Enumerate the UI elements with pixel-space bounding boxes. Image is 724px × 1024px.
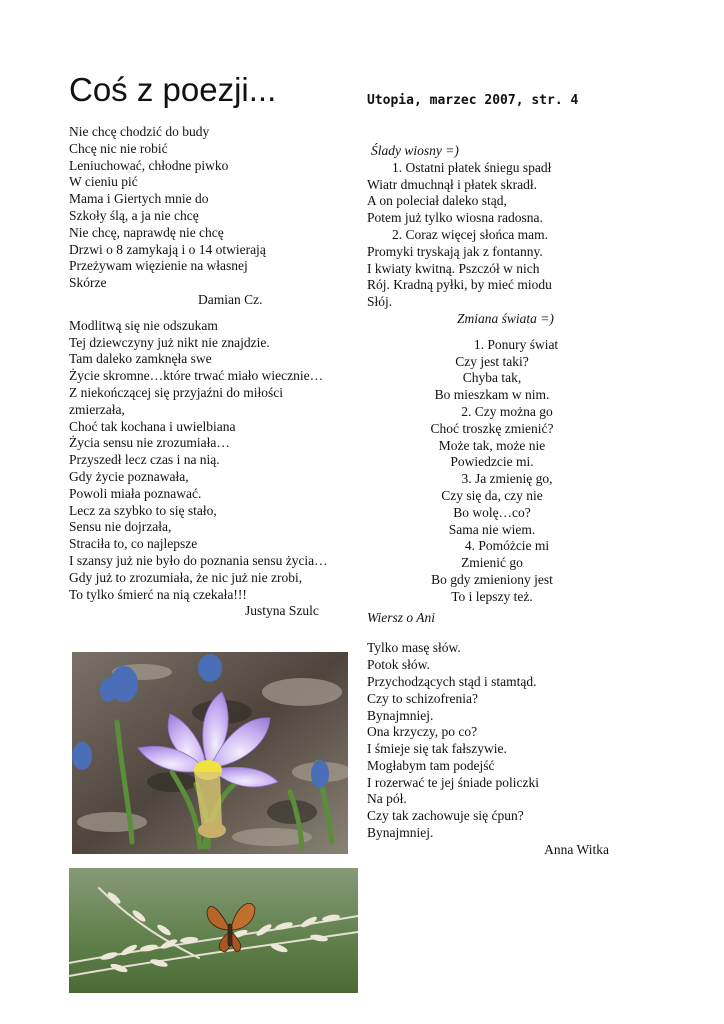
poem-line: Straciła to, co najlepsze	[69, 536, 198, 552]
poem-line: Sensu nie dojrzała,	[69, 519, 172, 535]
issue-header: Utopia, marzec 2007, str. 4	[367, 93, 579, 108]
poem-line: Może tak, może nie	[438, 437, 546, 453]
poem-line: I śmieje się tak fałszywie.	[367, 741, 507, 757]
poem-line: Promyki tryskają jak z fontanny.	[367, 243, 543, 259]
poem-line: Życie skromne…które trwać miało wiecznie…	[69, 368, 324, 384]
poem-line: 2. Czy można go	[461, 403, 553, 419]
poem-line: 1. Ostatni płatek śniegu spadł	[392, 159, 552, 175]
poem-line: Leniuchować, chłodne piwko	[69, 157, 229, 173]
poem-line: Gdy życie poznawała,	[69, 468, 189, 484]
poem-line: Bo mieszkam w nim.	[434, 387, 550, 403]
poem-line: Potem już tylko wiosna radosna.	[367, 210, 543, 226]
poem-line: Czy się da, czy nie	[441, 487, 543, 503]
poem-line: Lecz za szybko to się stało,	[69, 502, 217, 518]
poem-line: Tam daleko zamknęła swe	[69, 351, 212, 367]
poem-line: Rój. Kradną pyłki, by mieć miodu	[367, 277, 552, 293]
crocus-flower-photo	[72, 652, 348, 854]
poem-line: W cieniu pić	[69, 174, 138, 190]
poem-line: Mogłabym tam podejść	[367, 757, 495, 773]
poem-line: Czy tak zachowuje się ćpun?	[367, 808, 524, 824]
poem-line: Chyba tak,	[462, 370, 522, 386]
poem-line: To tylko śmierć na nią czekała!!!	[69, 586, 247, 602]
poem-line: Choć troszkę zmienić?	[430, 420, 554, 436]
poem-line: To i lepszy też.	[451, 588, 533, 604]
poem-line: Bo gdy zmieniony jest	[431, 571, 553, 587]
poem-line: Przychodzących stąd i stamtąd.	[367, 673, 537, 689]
poem-line: Zmienić go	[461, 555, 523, 571]
poem-line: zmierzała,	[69, 401, 125, 417]
poem-line: Ona krzyczy, po co?	[367, 724, 478, 740]
poem-line: Życia sensu nie zrozumiała…	[69, 435, 230, 451]
poem-line: Skórze	[69, 275, 107, 291]
poem-line: Powiedzcie mi.	[450, 454, 534, 470]
poem-title: Zmiana świata =)	[457, 310, 554, 326]
poem-line: Czy jest taki?	[455, 353, 529, 369]
poem-title: Wiersz o Ani	[367, 609, 436, 625]
poem-line: 4. Pomóżcie mi	[464, 538, 550, 554]
poem-author: Justyna Szulc	[245, 603, 319, 619]
poem-line: Powoli miała poznawać.	[69, 485, 202, 501]
poem-line: Szkoły ślą, a ja nie chcę	[69, 207, 199, 223]
poem-line: Sama nie wiem.	[448, 521, 536, 537]
poem-line: 3. Ja zmienię go,	[461, 471, 553, 487]
poem-line: I kwiaty kwitną. Pszczół w nich	[367, 260, 540, 276]
poem-line: Słój.	[367, 294, 393, 310]
butterfly-on-grass-photo	[69, 868, 358, 993]
poem-line: Tylko masę słów.	[367, 640, 461, 656]
poem-line: 1. Ponury świat	[473, 336, 559, 352]
poem-line: Modlitwą się nie odszukam	[69, 317, 218, 333]
poem-title: Ślady wiosny =)	[371, 143, 459, 158]
poem-line: Czy to schizofrenia?	[367, 690, 478, 706]
left-column	[69, 124, 354, 620]
poem-line: Wiatr dmuchnął i płatek skradł.	[367, 176, 538, 192]
poem-line: Z niekończącej się przyjaźni do miłości	[69, 384, 284, 400]
poem-line: Tej dziewczyny już nikt nie znajdzie.	[69, 334, 270, 350]
poem-line: Drzwi o 8 zamykają i o 14 otwierają	[69, 241, 266, 257]
poem-line: Przyszedł lecz czas i na nią.	[69, 452, 220, 468]
poem-line: Nie chcę chodzić do budy	[69, 124, 210, 139]
poem-line: I rozerwać te jej śniade policzki	[367, 774, 540, 790]
poem-line: Bynajmniej.	[367, 707, 434, 723]
poem-line: 2. Coraz więcej słońca mam.	[392, 226, 548, 242]
poem-line: Chcę nic nie robić	[69, 140, 168, 156]
page-title: Coś z poezji...	[69, 71, 277, 108]
poem-line: Bo wolę…co?	[453, 504, 531, 520]
poem-line: Potok słów.	[367, 657, 430, 673]
poem-author: Anna Witka	[544, 841, 609, 857]
poem-author: Damian Cz.	[198, 291, 263, 307]
poem-line: Choć tak kochana i uwielbiana	[69, 418, 236, 434]
poem-line: A on poleciał daleko stąd,	[367, 193, 507, 209]
poem-line: Na pół.	[367, 791, 407, 807]
poem-line: Gdy już to zrozumiała, że nic już nie zrobi,	[69, 569, 303, 585]
poem-line: Mama i Giertych mnie do	[69, 191, 209, 207]
poem-line: Bynajmniej.	[367, 825, 434, 841]
poem-line: Przeżywam więzienie na własnej	[69, 258, 248, 274]
right-column	[367, 143, 617, 859]
poem-line: Nie chcę, naprawdę nie chcę	[69, 224, 224, 240]
poem-line: I szansy już nie było do poznania sensu życia…	[69, 552, 328, 568]
